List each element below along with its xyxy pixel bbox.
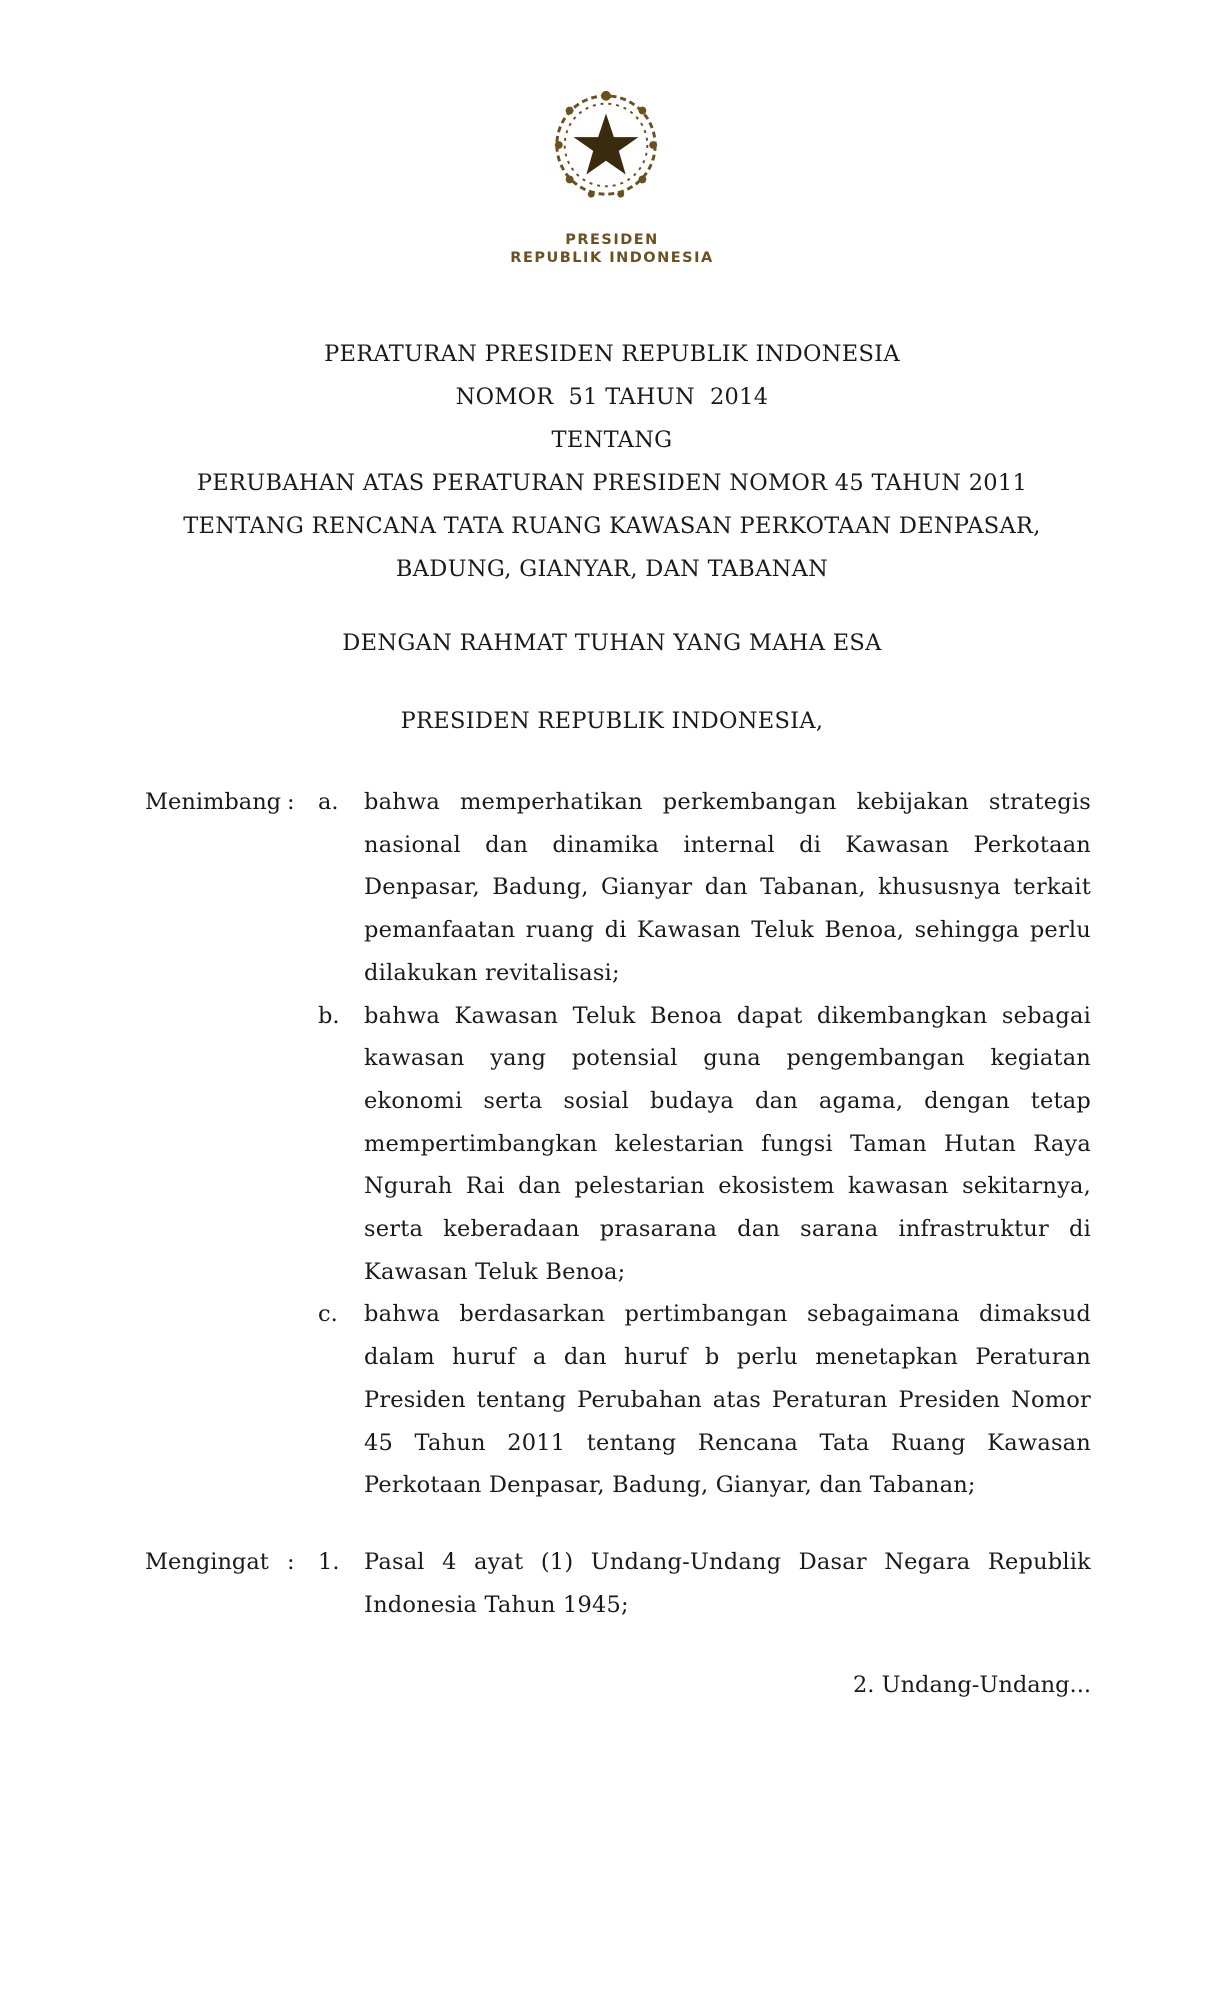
emblem-caption-republik: REPUBLIK INDONESIA <box>510 250 714 266</box>
rahmat-line: DENGAN RAHMAT TUHAN YANG MAHA ESA <box>342 630 882 656</box>
mengingat-section <box>0 1541 1224 1626</box>
item-marker: b. <box>318 1002 340 1029</box>
next-page-reference: 2. Undang-Undang... <box>852 1672 1091 1698</box>
title-line-4: PERUBAHAN ATAS PERATURAN PRESIDEN NOMOR 45 TAHUN 2011 <box>196 470 1028 496</box>
menimbang-item-a <box>0 781 1224 995</box>
item-marker: c. <box>318 1301 338 1328</box>
presiden-line: PRESIDEN REPUBLIK INDONESIA, <box>400 708 824 734</box>
mengingat-colon: : <box>287 1549 295 1575</box>
item-text: Pasal 4 ayat (1) Undang-Undang Dasar Negara Republik Indonesia Tahun 1945; <box>364 1549 1091 1618</box>
menimbang-label: Menimbang <box>145 789 282 815</box>
title-line-2: NOMOR 51 TAHUN 2014 <box>455 384 769 410</box>
menimbang-section <box>0 781 1224 1507</box>
title-line-3: TENTANG <box>551 427 673 453</box>
title-line-6: BADUNG, GIANYAR, DAN TABANAN <box>395 556 829 582</box>
garuda-emblem-icon <box>547 86 665 204</box>
emblem-caption-presiden: PRESIDEN <box>565 232 659 248</box>
mengingat-label: Mengingat <box>145 1549 269 1575</box>
item-marker: 1. <box>318 1549 340 1575</box>
item-text: bahwa berdasarkan pertimbangan sebagaimana dimaksud dalam huruf a dan huruf b perlu menetapkan Peraturan Presiden tentang Perubahan atas Peraturan Presiden Nomor 45 Tahun 2011 tentang Rencana Tata Ruang Kawasan Perkotaan Denpasar, Badung, Gianyar, dan Tabanan; <box>364 1301 1091 1499</box>
title-line-5: TENTANG RENCANA TATA RUANG KAWASAN PERKOTAAN DENPASAR, <box>183 513 1041 539</box>
mengingat-item-1 <box>0 1541 1224 1626</box>
item-marker: a. <box>318 789 339 815</box>
title-line-1: PERATURAN PRESIDEN REPUBLIK INDONESIA <box>324 341 900 367</box>
item-text: bahwa Kawasan Teluk Benoa dapat dikembangkan sebagai kawasan yang potensial guna pengembangan kegiatan ekonomi serta sosial budaya dan agama, dengan tetap mempertimbangkan kelestarian fungsi Taman Hutan Raya Ngurah Rai dan pelestarian ekosistem kawasan sekitarnya, serta keberadaan prasarana dan sarana infrastruktur di Kawasan Teluk Benoa; <box>364 1002 1091 1285</box>
item-text: bahwa memperhatikan perkembangan kebijakan strategis nasional dan dinamika internal di Kawasan Perkotaan Denpasar, Badung, Gianyar dan Tabanan, khususnya terkait pemanfaatan ruang di Kawasan Teluk Benoa, sehingga perlu dilakukan revitalisasi; <box>364 789 1091 986</box>
menimbang-item-c <box>0 1293 1224 1507</box>
regulation-title <box>0 333 1224 591</box>
menimbang-colon: : <box>287 789 295 815</box>
menimbang-item-b <box>0 995 1224 1294</box>
